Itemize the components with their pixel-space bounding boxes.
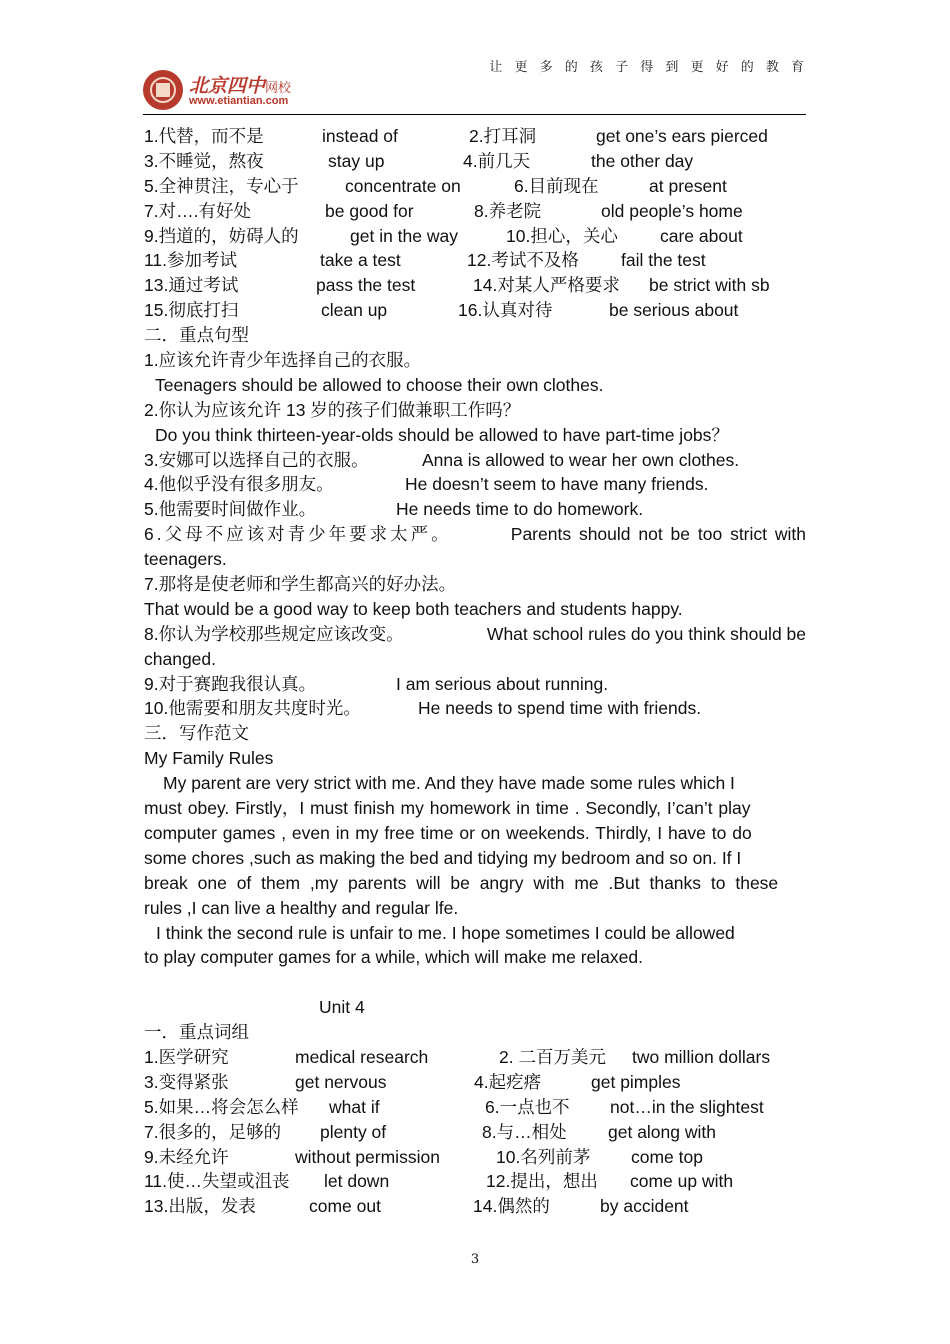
essay-line: I think the second rule is unfair to me. I hope sometimes I could be allowed (156, 922, 735, 943)
list-item: 9.挡道的，妨碍人的 get in the way 10.担心，关心 care about (144, 225, 743, 246)
sentence-en: Teenagers should be allowed to choose their own clothes. (155, 374, 604, 395)
unit-title: Unit 4 (319, 997, 365, 1018)
list-item: 3.变得紧张 get nervous 4.起疙瘩 get pimples (144, 1071, 681, 1092)
essay-line: My parent are very strict with me. And they have made some rules which I (163, 773, 735, 794)
sentence-list (144, 348, 806, 721)
sentence-zh: 7.那将是使老师和学生都高兴的好办法。 (144, 574, 457, 595)
list-item: 7.对….有好处 be good for 8.养老院 old people’s home (144, 200, 743, 221)
phrase-list (144, 124, 806, 323)
list-item: 15.彻底打扫 clean up 16.认真对待 be serious about (144, 300, 739, 321)
phrase-list (144, 1045, 806, 1219)
list-item: 13.通过考试 pass the test 14.对某人严格要求 be strict with sb (144, 275, 770, 296)
logo-emblem-icon (143, 70, 183, 110)
sentence-en: Do you think thirteen-year-olds should be allowed to have part-time jobs？ (155, 424, 729, 445)
essay-paragraph (144, 921, 806, 971)
essay-paragraph (144, 771, 806, 920)
list-item: 5.如果…将会怎么样 what if 6.一点也不 not…in the slightest (144, 1096, 764, 1117)
essay-line: to play computer games for a while, which will make me relaxed. (144, 947, 643, 968)
page-number: 3 (470, 1252, 480, 1267)
sentence-zh: 1.应该允许青少年选择自己的衣服。 (144, 350, 422, 371)
section-heading: 二．重点句型 (144, 325, 249, 346)
sentence-pair: 8.你认为学校那些规定应该改变。 What school rules do you think should be (144, 623, 806, 644)
sentence-pair: 6.父母不应该对青少年要求太严。 Parents should not be too strict with (144, 524, 806, 545)
list-item: 9.未经允许 without permission 10.名列前茅 come top (144, 1146, 703, 1167)
list-item: 3.不睡觉，熬夜 stay up 4.前几天 the other day (144, 150, 694, 171)
logo-name: 北京四中网校 (189, 75, 292, 97)
header-divider (143, 114, 806, 115)
list-item: 1.代替，而不是 instead of 2.打耳洞 get one’s ears pierced (144, 126, 768, 146)
list-item: 1.医学研究 medical research 2. 二百万美元 two million dollars (144, 1046, 771, 1067)
sentence-pair: 5.他需要时间做作业。 He needs time to do homework. (144, 499, 644, 520)
essay-line: computer games , even in my free time or on weekends. Thirdly, I have to do (144, 822, 752, 843)
site-logo[interactable] (143, 70, 323, 114)
essay-title: My Family Rules (144, 748, 274, 769)
list-item: 11.使…失望或沮丧 let down 12.提出，想出 come up with (144, 1171, 734, 1192)
essay-line: must obey. Firstly，I must finish my homework in time . Secondly, I’can’t play (144, 798, 751, 819)
essay-line: break one of them ,my parents will be angry with me .But thanks to these (144, 872, 779, 893)
section-heading: 一．重点词组 (144, 1022, 249, 1043)
document-body (144, 124, 806, 1219)
sentence-en: changed. (144, 648, 217, 669)
sentence-pair: 3.安娜可以选择自己的衣服。 Anna is allowed to wear her own clothes. (144, 449, 740, 470)
tagline: 让 更 多 的 孩 子 得 到 更 好 的 教 育 (489, 60, 808, 75)
sentence-zh: 2.你认为应该允许 13 岁的孩子们做兼职工作吗？ (144, 399, 521, 420)
essay-line: rules ,I can live a healthy and regular lfe. (144, 897, 459, 918)
sentence-en: That would be a good way to keep both teachers and students happy. (144, 598, 683, 619)
list-item: 11.参加考试 take a test 12.考试不及格 fail the test (144, 250, 706, 271)
list-item: 13.出版，发表 come out 14.偶然的 by accident (144, 1196, 689, 1217)
sentence-pair: 10.他需要和朋友共度时光。 He needs to spend time with friends. (144, 698, 702, 719)
list-item: 5.全神贯注，专心于 concentrate on 6.目前现在 at present (144, 175, 727, 196)
sentence-en: teenagers. (144, 549, 227, 570)
list-item: 7.很多的，足够的 plenty of 8.与…相处 get along with (144, 1121, 716, 1142)
essay-line: some chores ,such as making the bed and tidying my bedroom and so on. If I (144, 847, 742, 868)
logo-url: www.etiantian.com (189, 95, 289, 107)
sentence-pair: 4.他似乎没有很多朋友。 He doesn’t seem to have many friends. (144, 474, 709, 495)
sentence-pair: 9.对于赛跑我很认真。 I am serious about running. (144, 673, 609, 694)
blank-line (144, 970, 806, 995)
section-heading: 三．写作范文 (144, 723, 249, 744)
